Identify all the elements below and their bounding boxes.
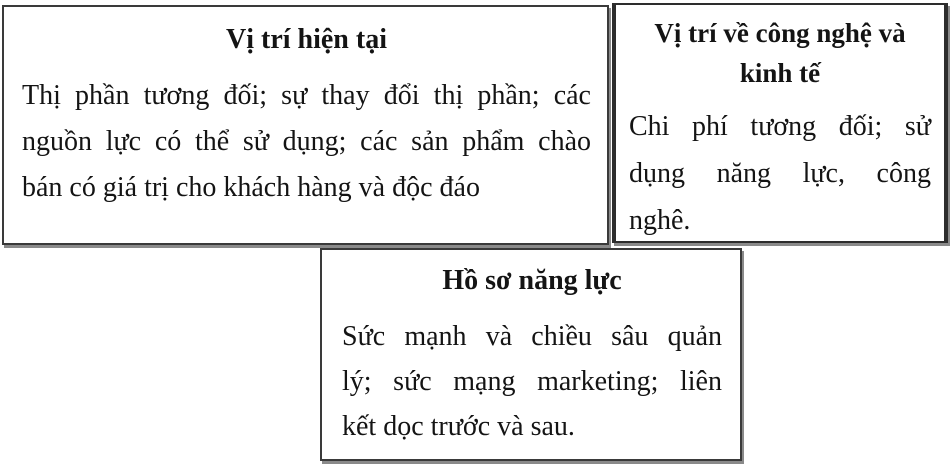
box-tech-economic-position [612,3,948,243]
current-position-title: Vị trí hiện tại [226,24,387,55]
box-current-position [2,5,609,245]
body-line: kết dọc trước và sau. [342,411,575,442]
capability-profile-title: Hồ sơ năng lực [442,265,622,296]
tech-economic-body [629,103,931,244]
body-line: nguồn lực có thể sử dụng; các sản phẩm chào [22,126,591,157]
current-position-body [22,73,591,211]
capability-profile-body [342,314,722,449]
body-line: Chi phí tương đối; sử [629,111,931,142]
box-capability-profile [320,248,742,461]
body-line: bán có giá trị cho khách hàng và độc đáo [22,172,480,203]
body-line: dụng năng lực, công [629,158,931,189]
tech-economic-title: Vị trí về công nghệ và kinh tế [654,18,906,88]
body-line: nghê. [629,205,691,236]
body-line: lý; sức mạng marketing; liên [342,366,722,397]
body-line: Thị phần tương đối; sự thay đổi thị phần; các [22,80,591,111]
body-line: Sức mạnh và chiều sâu quản [342,321,722,352]
